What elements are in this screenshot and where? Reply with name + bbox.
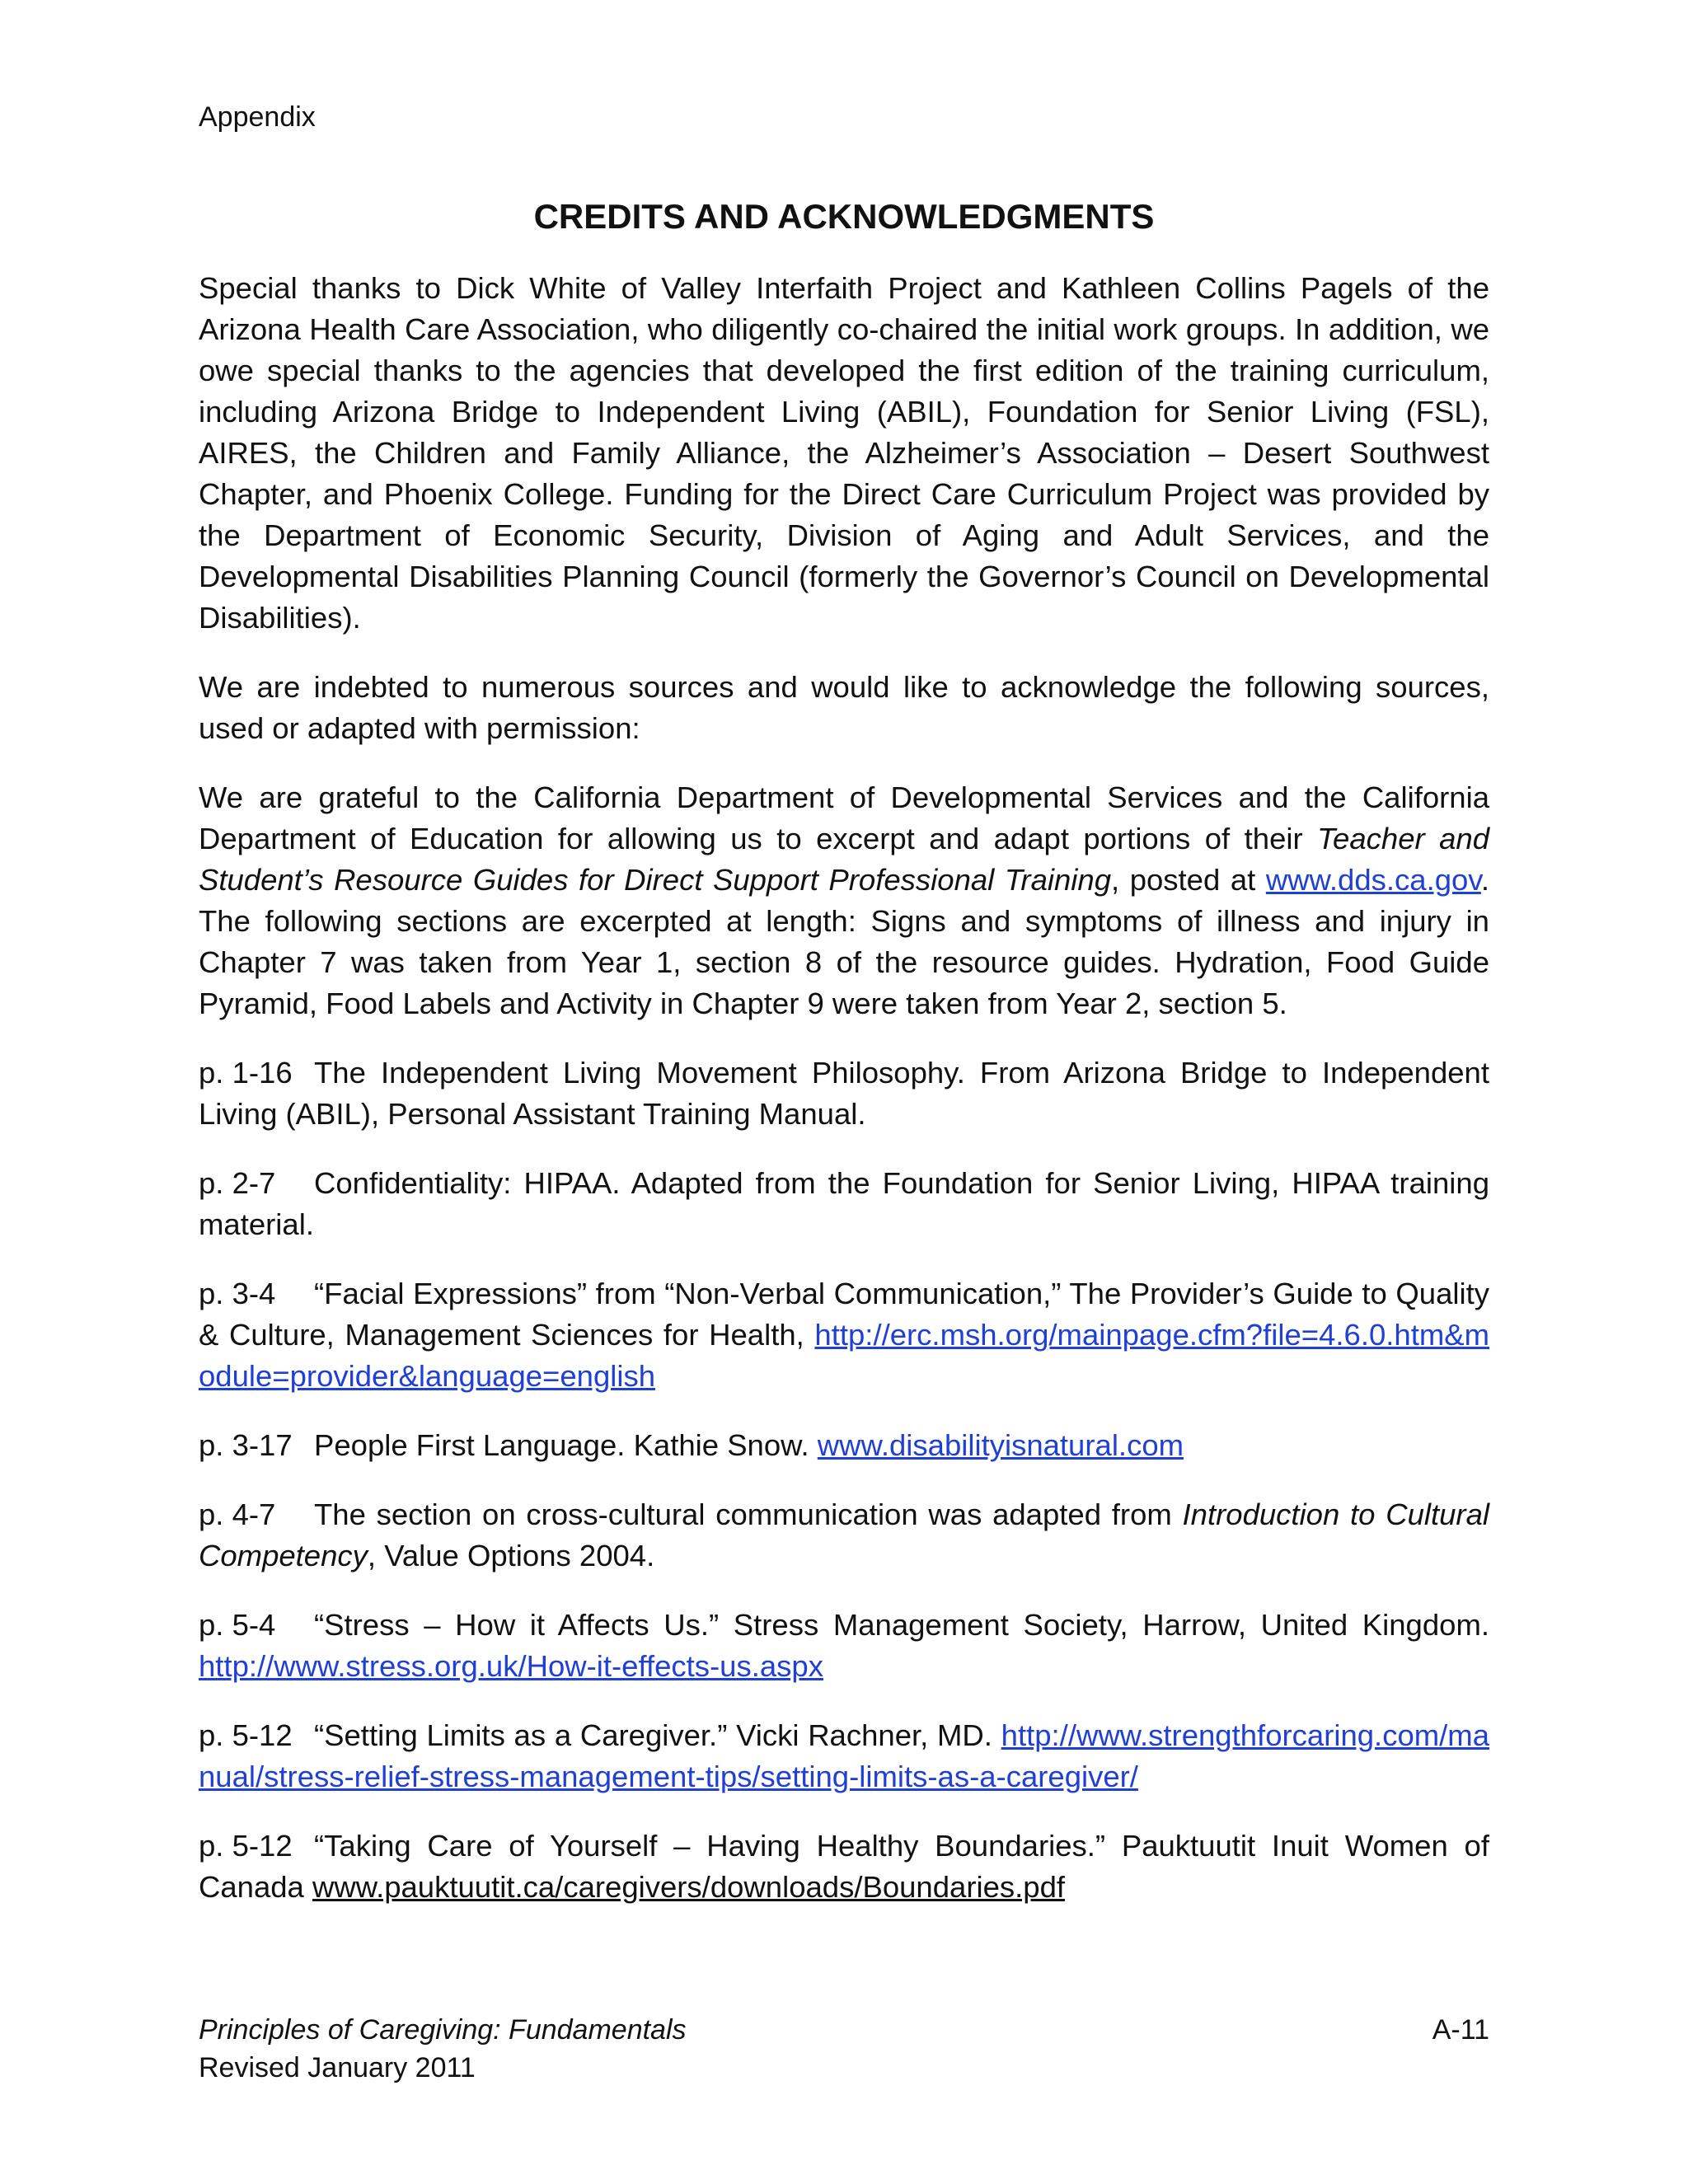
page-footer	[199, 2011, 1489, 2087]
entry-text: “Taking Care of Yourself – Having Healthy Boundaries.” Pauktuutit Inuit Women of Canada	[199, 1829, 1489, 1904]
entry-text: “Stress – How it Affects Us.” Stress Management Society, Harrow, United Kingdom.	[314, 1608, 1489, 1642]
entry-page-ref: p. 5-12	[199, 1718, 293, 1752]
msh-link[interactable]: http://erc.msh.org/mainpage.cfm?file=4.6.0.htm&module=provider&language=english	[199, 1318, 1489, 1393]
california-paragraph	[199, 777, 1489, 1024]
footer-row	[199, 2011, 1489, 2049]
book-title: Principles of Caregiving: Fundamentals	[199, 2014, 687, 2046]
credit-entry	[199, 1052, 1489, 1135]
entry-page-ref: p. 4-7	[199, 1497, 276, 1531]
entry-page-ref: p. 3-17	[199, 1428, 293, 1462]
entry-text: “Setting Limits as a Caregiver.” Vicki Rachner, MD.	[314, 1718, 1001, 1752]
california-text-mid: , posted at	[1111, 863, 1266, 897]
running-header: Appendix	[199, 101, 316, 133]
credit-entry	[199, 1605, 1489, 1687]
thanks-paragraph: Special thanks to Dick White of Valley Interfaith Project and Kathleen Collins Pagels of the Arizona Health Care Association, who diligently co-chaired the initial work groups. In addition, we owe special thanks to the agencies that developed the first edition of the training curriculum, including Arizona Bridge to Independent Living (ABIL), Foundation for Senior Living (FSL), AIRES, the Children and Family Alliance, the Alzheimer’s Association – Desert Southwest Chapter, and Phoenix College. Funding for the Direct Care Curriculum Project was provided by the Department of Economic Security, Division of Aging and Adult Services, and the Developmental Disabilities Planning Council (formerly the Governor’s Council on Developmental Disabilities).	[199, 271, 1489, 635]
cultural-competency-title: Introduction to Cultural Competency	[199, 1497, 1489, 1572]
entry-text: Confidentiality: HIPAA. Adapted from the Foundation for Senior Living, HIPAA training material.	[199, 1166, 1489, 1241]
pauktuutit-link[interactable]: www.pauktuutit.ca/caregivers/downloads/Boundaries.pdf	[312, 1870, 1066, 1904]
entry-text: The Independent Living Movement Philosophy. From Arizona Bridge to Independent Living (ABIL), Personal Assistant Training Manual.	[199, 1056, 1489, 1131]
disability-link[interactable]: www.disabilityisnatural.com	[817, 1428, 1184, 1462]
california-text-end: . The following sections are excerpted at length: Signs and symptoms of illness and injury in Chapter 7 was taken from Year 1, section 8 of the resource guides. Hydration, Food Guide Pyramid, Food Labels and Activity in Chapter 9 were taken from Year 2, section 5.	[199, 863, 1490, 1020]
entry-text: “Facial Expressions” from “Non-Verbal Communication,” The Provider’s Guide to Quality & Culture, Management Sciences for Health,	[199, 1277, 1489, 1352]
credit-entry	[199, 1163, 1489, 1245]
page-number: A-11	[1432, 2014, 1489, 2046]
sources-intro-paragraph: We are indebted to numerous sources and would like to acknowledge the following sources, used or adapted with permission:	[199, 670, 1489, 745]
entry-page-ref: p. 3-4	[199, 1277, 276, 1310]
resource-guides-title: Teacher and Student’s Resource Guides for Direct Support Professional Training	[199, 822, 1489, 897]
entry-text-start: The section on cross-cultural communication was adapted from	[314, 1497, 1183, 1531]
strengthforcaring-link[interactable]: http://www.strengthforcaring.com/manual/stress-relief-stress-management-tips/setting-limits-as-a-caregiver/	[199, 1718, 1489, 1793]
entry-page-ref: p. 5-4	[199, 1608, 276, 1642]
credit-entry	[199, 1715, 1489, 1797]
dds-link[interactable]: www.dds.ca.gov	[1265, 863, 1481, 897]
entry-page-ref: p. 1-16	[199, 1056, 293, 1090]
entry-page-ref: p. 2-7	[199, 1166, 276, 1200]
revision-date: Revised January 2011	[199, 2052, 476, 2083]
entry-text: People First Language. Kathie Snow.	[314, 1428, 818, 1462]
credit-entry	[199, 1494, 1489, 1577]
credit-entry	[199, 1425, 1489, 1466]
credit-entry	[199, 1825, 1489, 1908]
entry-page-ref: p. 5-12	[199, 1829, 293, 1863]
credit-entry	[199, 1273, 1489, 1397]
california-text-start: We are grateful to the California Department of Developmental Services and the California Department of Education for allowing us to excerpt and adapt portions of their	[199, 780, 1489, 855]
stress-link[interactable]: http://www.stress.org.uk/How-it-effects-us.aspx	[199, 1649, 823, 1683]
document-body	[199, 268, 1489, 1936]
entry-text-end: , Value Options 2004.	[367, 1539, 655, 1572]
page-title: CREDITS AND ACKNOWLEDGMENTS	[533, 197, 1155, 236]
